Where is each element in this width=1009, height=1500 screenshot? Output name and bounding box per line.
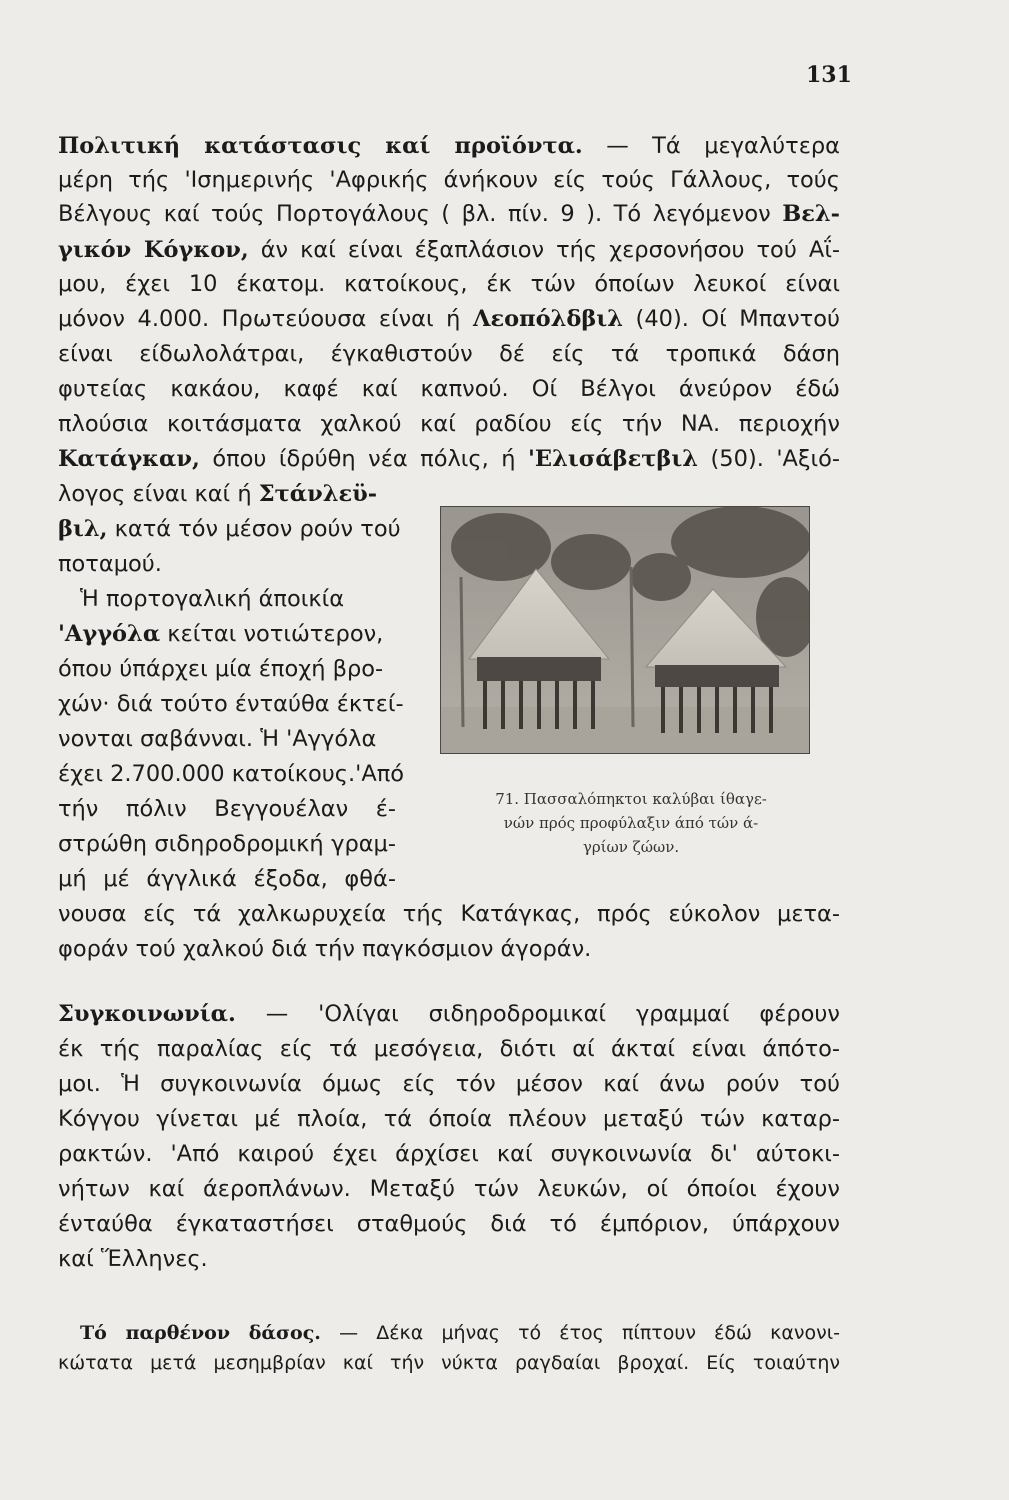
paragraph-line: μή μέ άγγλικά έξοδα, φθά- bbox=[58, 866, 396, 892]
place-name: 'Αγγόλα bbox=[58, 621, 161, 647]
paragraph-line: Συγκοινωνία. — 'Ολίγαι σιδηροδρομικαί γραμμαί φέρουν bbox=[58, 1001, 840, 1027]
paragraph-line: μέρη τής 'Ισημερινής 'Αφρικής άνήκουν είς τούς Γάλλους, τούς bbox=[58, 167, 840, 193]
paragraph-line: έκ τής παραλίας είς τά μεσόγεια, διότι αί άκταί είναι άπότο- bbox=[58, 1036, 840, 1062]
paragraph-line: Κόγγου γίνεται μέ πλοία, τά όποία πλέουν μεταξύ τών καταρ- bbox=[58, 1106, 840, 1132]
photo-image bbox=[441, 507, 809, 753]
paragraph-line: είναι είδωλολάτραι, έγκαθιστούν δέ είς τά τροπικά δάση bbox=[58, 341, 840, 367]
paragraph-line: Πολιτική κατάστασις καί προϊόντα. — Τά μεγαλύτερα bbox=[58, 133, 840, 159]
section-heading: Συγκοινωνία. bbox=[58, 1001, 236, 1027]
paragraph-line: Τό παρθένον δάσος. — Δέκα μήνας τό έτος πίπτουν έδώ κανονι- bbox=[80, 1322, 840, 1344]
paragraph-line: ποταμού. bbox=[58, 551, 162, 577]
paragraph-line: βιλ, κατά τόν μέσον ρούν τού bbox=[58, 516, 401, 542]
figure-caption: νών πρός προφύλαξιν άπό τών ά- bbox=[503, 814, 759, 832]
section-heading: Τό παρθένον δάσος. bbox=[80, 1322, 321, 1344]
paragraph-line: Κατάγκαν, όπου ίδρύθη νέα πόλις, ή 'Ελισάβετβιλ (50). 'Αξιό- bbox=[58, 446, 840, 472]
paragraph-line: μόνον 4.000. Πρωτεύουσα είναι ή Λεοπόλδβιλ (40). Οί Μπαντού bbox=[58, 306, 840, 332]
place-name: Στάνλεϋ- bbox=[258, 481, 378, 507]
paragraph-line: φυτείας κακάου, καφέ καί καπνού. Οί Βέλγοι άνεύρον έδώ bbox=[58, 376, 840, 402]
paragraph-line: στρώθη σιδηροδρομική γραμ- bbox=[58, 831, 396, 857]
photo-huts-on-stilts bbox=[440, 506, 810, 754]
figure-caption: 71. Πασσαλόπηκτοι καλύβαι ίθαγε- bbox=[495, 790, 767, 808]
figure-caption: γρίων ζώων. bbox=[582, 838, 680, 856]
paragraph-line: κώτατα μετά μεσημβρίαν καί τήν νύκτα ραγδαίαι βροχαί. Είς τοιαύτην bbox=[58, 1352, 840, 1374]
paragraph-line: λογος είναι καί ή Στάνλεϋ- bbox=[58, 481, 378, 507]
paragraph-line: έχει 2.700.000 κατοίκους.'Από bbox=[58, 761, 405, 787]
paragraph-line: μου, έχει 10 έκατομ. κατοίκους, έκ τών όποίων λευκοί είναι bbox=[58, 271, 840, 297]
paragraph-line: καί Ἕλληνες. bbox=[58, 1246, 208, 1272]
place-name: γικόν Κόγκον, bbox=[58, 237, 249, 263]
paragraph-line: Ἡ πορτογαλική άποικία bbox=[80, 586, 345, 612]
page-number: 131 bbox=[806, 62, 852, 88]
paragraph-line: Βέλγους καί τούς Πορτογάλους ( βλ. πίν. 9 ). Τό λεγόμενον Βελ- bbox=[58, 201, 840, 227]
paragraph-line: νήτων καί άεροπλάνων. Μεταξύ τών λευκών, οί όποίοι έχουν bbox=[58, 1176, 840, 1202]
place-name: Λεοπόλδβιλ bbox=[472, 306, 623, 332]
paragraph-line: χών· διά τούτο ένταύθα έκτεί- bbox=[58, 691, 404, 717]
paragraph-line: φοράν τού χαλκού διά τήν παγκόσμιον άγοράν. bbox=[58, 936, 592, 962]
paragraph-line: γικόν Κόγκον, άν καί είναι έξαπλάσιον τής χερσονήσου τού Αΐ- bbox=[58, 237, 840, 263]
paragraph-line: ένταύθα έγκαταστήσει σταθμούς διά τό έμπόριον, ύπάρχουν bbox=[58, 1211, 840, 1237]
section-heading: Πολιτική κατάστασις καί προϊόντα. bbox=[58, 133, 583, 159]
paragraph-line: 'Αγγόλα κείται νοτιώτερον, bbox=[58, 621, 384, 647]
place-name: βιλ, bbox=[58, 516, 108, 542]
place-name: Κατάγκαν, bbox=[58, 446, 200, 472]
paragraph-line: μοι. Ἡ συγκοινωνία όμως είς τόν μέσον καί άνω ρούν τού bbox=[58, 1071, 840, 1097]
paragraph-line: νονται σαβάνναι. Ἡ 'Αγγόλα bbox=[58, 726, 377, 752]
paragraph-line: ρακτών. 'Από καιρού έχει άρχίσει καί συγκοινωνία δι' αύτοκι- bbox=[58, 1141, 840, 1167]
paragraph-line: νουσα είς τά χαλκωρυχεία τής Κατάγκας, πρός εύκολον μετα- bbox=[58, 901, 840, 927]
paragraph-line: τήν πόλιν Βεγγουέλαν έ- bbox=[58, 796, 396, 822]
paragraph-line: πλούσια κοιτάσματα χαλκού καί ραδίου είς τήν ΝΑ. περιοχήν bbox=[58, 411, 840, 437]
paragraph-line: όπου ύπάρχει μία έποχή βρο- bbox=[58, 656, 384, 682]
place-name: 'Ελισάβετβιλ bbox=[528, 446, 699, 472]
